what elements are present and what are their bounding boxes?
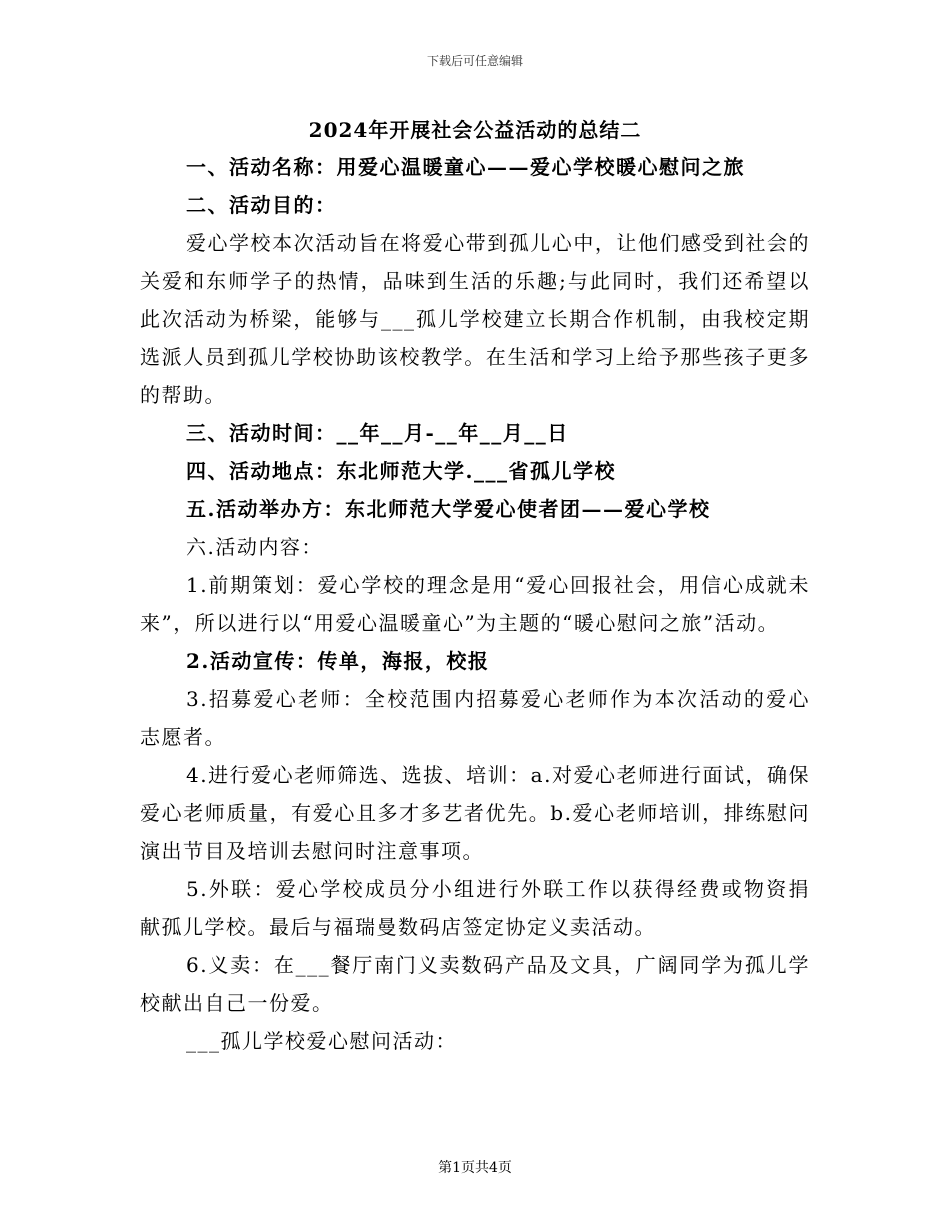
content-item-3: 3.招募爱心老师：全校范围内招募爱心老师作为本次活动的爱心志愿者。 — [140, 687, 810, 749]
page-footer: 第1页共4页 — [438, 1160, 512, 1176]
purpose-paragraph: 爱心学校本次活动旨在将爱心带到孤儿心中，让他们感受到社会的关爱和东师学子的热情，品味到生活的乐趣;与此同时，我们还希望以此次活动为桥梁，能够与___孤儿学校建立长期合作机制，由我校定期选派人员到孤儿学校协助该校教学。在生活和学习上给予那些孩子更多的帮助。 — [140, 231, 810, 407]
section-content-heading: 六.活动内容： — [186, 535, 323, 559]
section-activity-location: 四、活动地点：东北师范大学.___省孤儿学校 — [186, 459, 616, 483]
content-item-1: 1.前期策划：爱心学校的理念是用“爱心回报社会，用信心成就未来”，所以进行以“用爱心温暖童心”为主题的“暖心慰问之旅”活动。 — [140, 573, 810, 635]
section-purpose-heading: 二、活动目的： — [186, 193, 337, 217]
section-organizer: 五.活动举办方：东北师范大学爱心使者团——爱心学校 — [186, 497, 711, 521]
document-body — [140, 148, 810, 1060]
content-item-6: 6.义卖：在___餐厅南门义卖数码产品及文具，广阔同学为孤儿学校献出自己一份爱。 — [140, 953, 810, 1015]
header-note: 下载后可任意编辑 — [426, 54, 523, 68]
section-activity-name: 一、活动名称：用爱心温暖童心——爱心学校暖心慰问之旅 — [186, 155, 745, 179]
content-item-4: 4.进行爱心老师筛选、选拔、培训：a.对爱心老师进行面试，确保爱心老师质量，有爱心且多才多艺者优先。b.爱心老师培训，排练慰问演出节目及培训去慰问时注意事项。 — [140, 763, 810, 863]
section-activity-time: 三、活动时间：__年__月-__年__月__日 — [186, 421, 569, 445]
document-title: 2024年开展社会公益活动的总结二 — [308, 118, 642, 142]
content-item-7: ___孤儿学校爱心慰问活动： — [186, 1029, 457, 1053]
content-item-2: 2.活动宣传：传单，海报，校报 — [186, 649, 490, 673]
content-item-5: 5.外联：爱心学校成员分小组进行外联工作以获得经费或物资捐献孤儿学校。最后与福瑞曼数码店签定协定义卖活动。 — [140, 877, 810, 939]
